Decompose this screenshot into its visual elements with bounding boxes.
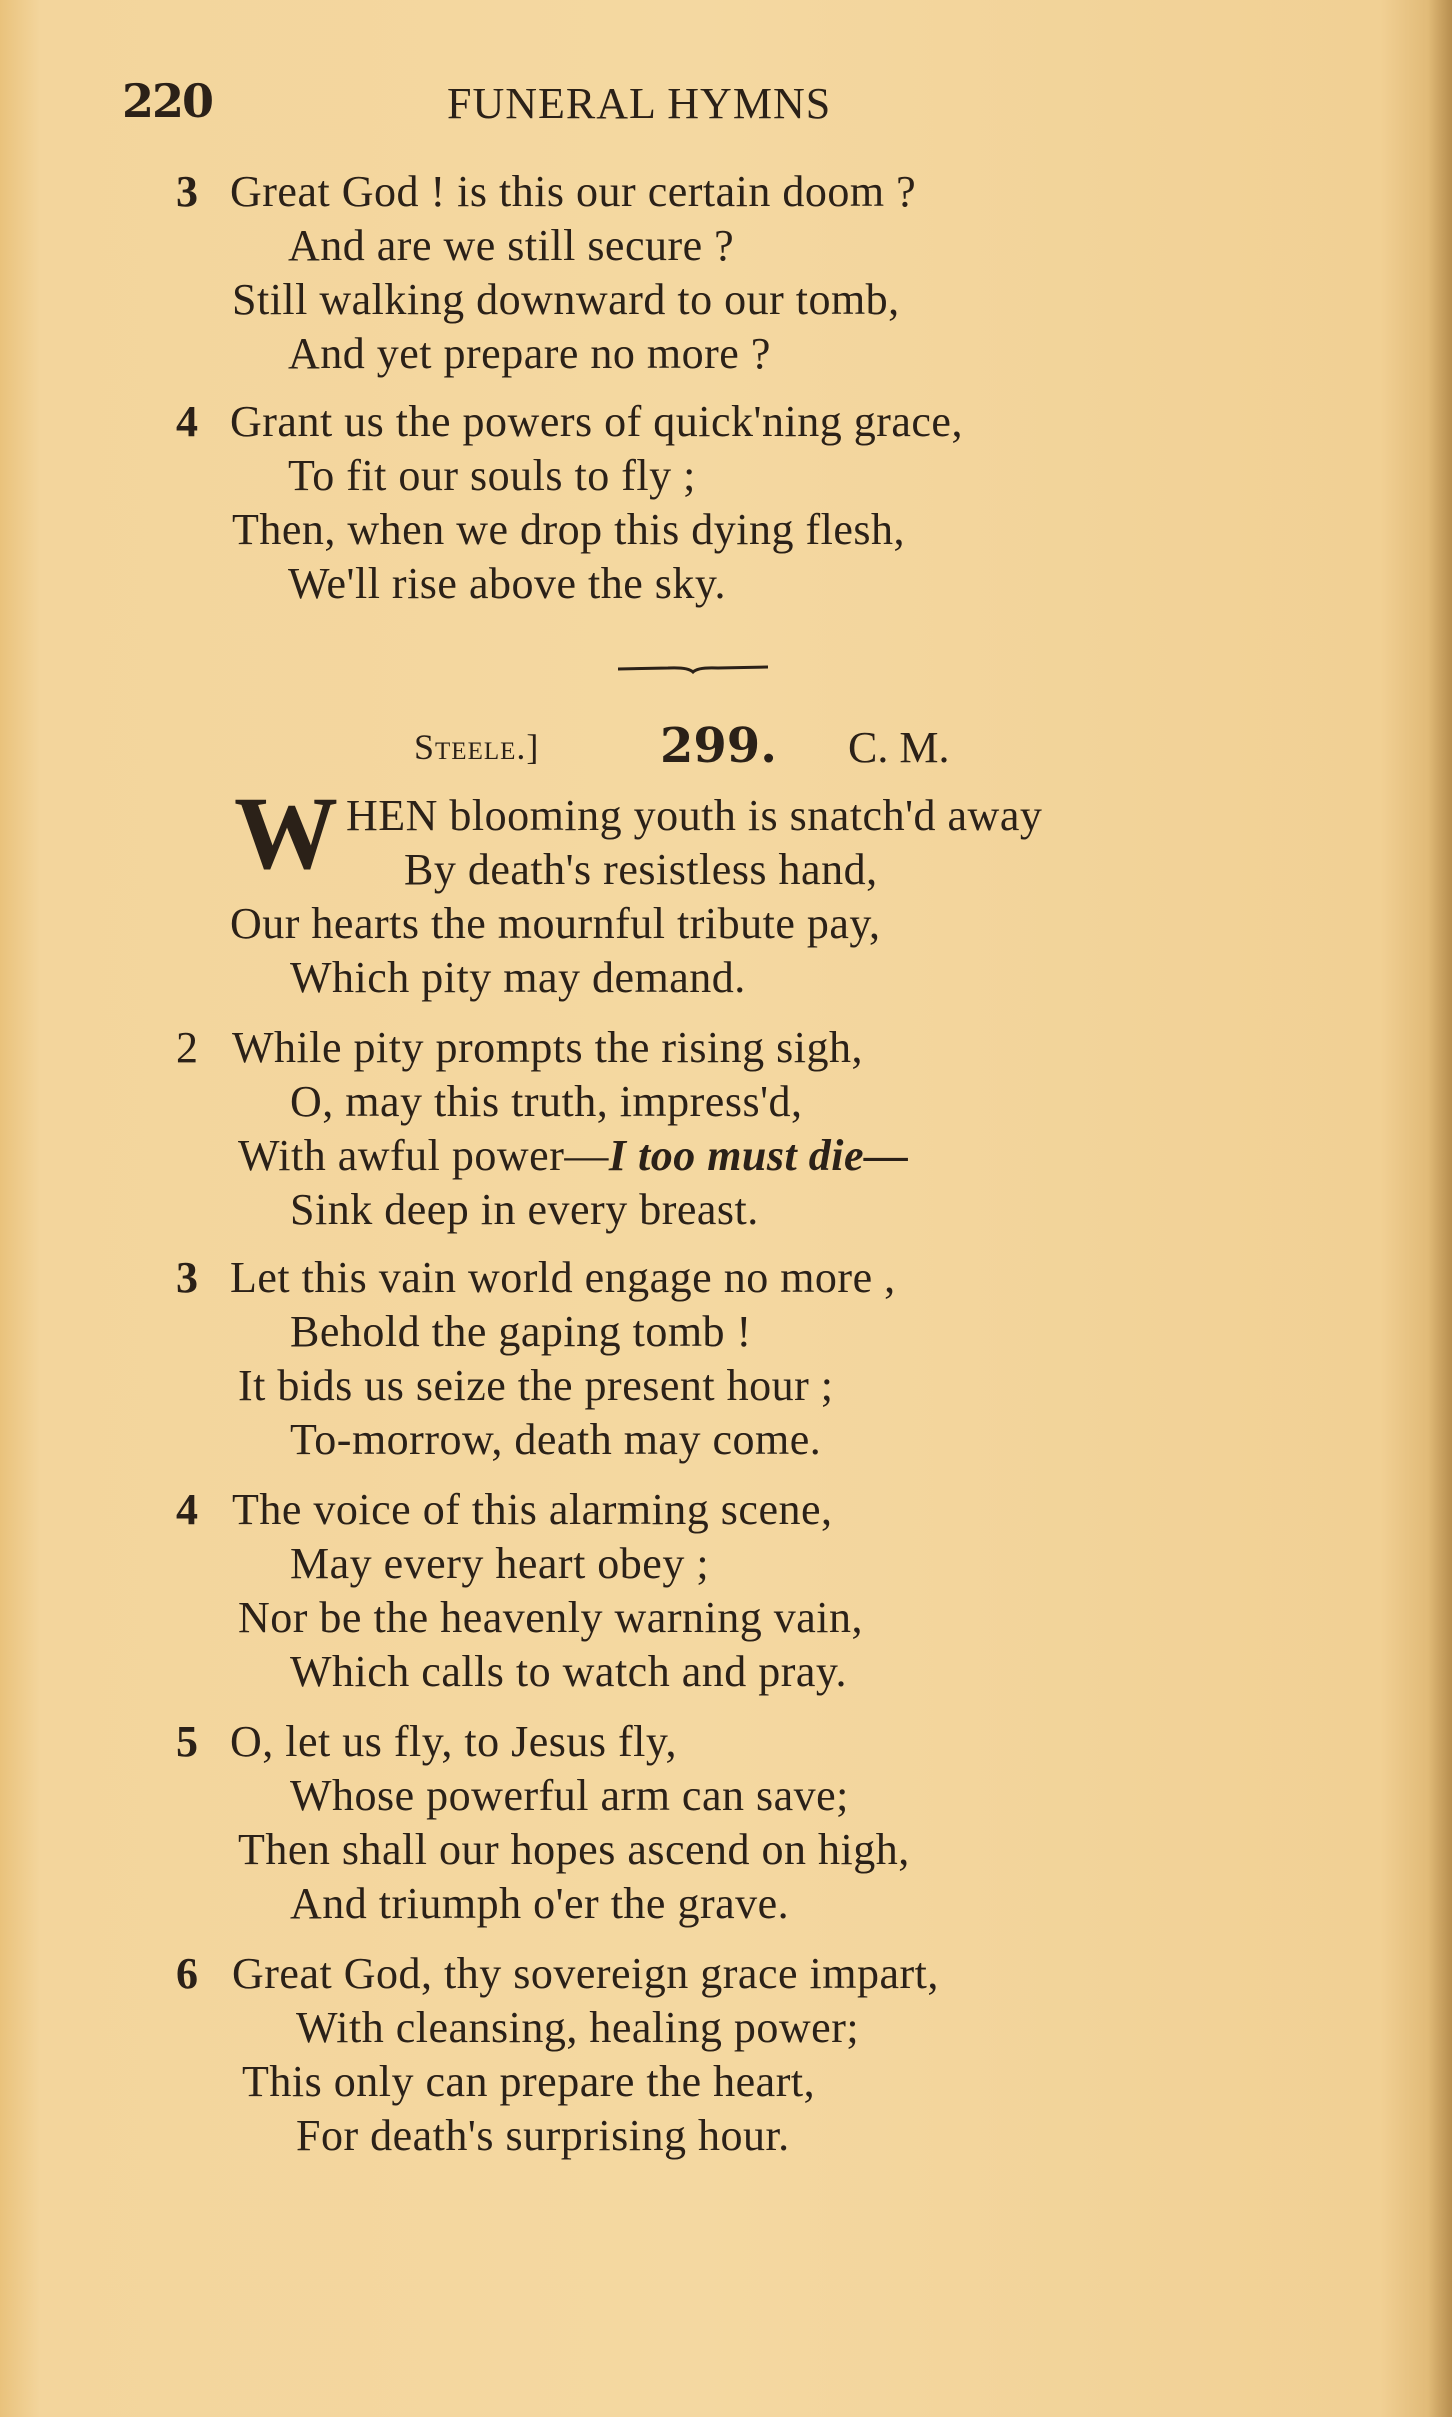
stanza-line: May every heart obey ;	[290, 1539, 710, 1588]
hymn-number: 299.	[660, 718, 777, 774]
stanza-line: O, let us fly, to Jesus fly,	[230, 1717, 678, 1766]
page-header	[122, 74, 1342, 144]
stanza-line: The voice of this alarming scene,	[232, 1485, 833, 1534]
page-number: 220	[122, 74, 213, 128]
stanza-line: For death's surprising hour.	[296, 2111, 790, 2160]
stanza-line: HEN blooming youth is snatch'd away	[346, 791, 1043, 840]
stanza-line: Whose powerful arm can save;	[290, 1771, 849, 1820]
stanza-line-text: With awful power—	[238, 1131, 609, 1180]
stanza-line: It bids us seize the present hour ;	[238, 1361, 834, 1410]
stanza-number: 5	[176, 1717, 198, 1766]
stanza-line: And yet prepare no more ?	[288, 329, 771, 378]
stanza-line: Sink deep in every breast.	[290, 1185, 759, 1234]
stanza-number: 4	[176, 397, 198, 446]
stanza-number: 3	[176, 1253, 198, 1302]
stanza-line-with-italic	[238, 1130, 909, 1181]
stanza-number: 6	[176, 1949, 198, 1998]
stanza-line: Which pity may demand.	[290, 953, 746, 1002]
stanza-line: And are we still secure ?	[288, 221, 735, 270]
stanza-line: We'll rise above the sky.	[288, 559, 727, 608]
stanza-line: To fit our souls to fly ;	[288, 451, 696, 500]
stanza-line: This only can prepare the heart,	[242, 2057, 816, 2106]
page-edge-shadow	[1428, 0, 1452, 2417]
stanza-number: 4	[176, 1485, 198, 1534]
running-title: FUNERAL HYMNS	[447, 79, 832, 128]
stanza-line: Which calls to watch and pray.	[290, 1647, 848, 1696]
italic-phrase: I too must die—	[608, 1131, 909, 1180]
stanza-line: Behold the gaping tomb !	[290, 1307, 752, 1356]
stanza-line: Still walking downward to our tomb,	[232, 275, 900, 324]
stanza-line: And triumph o'er the grave.	[290, 1879, 790, 1928]
stanza-line: Grant us the powers of quick'ning grace,	[230, 397, 963, 446]
stanza-number: 2	[176, 1023, 198, 1072]
stanza-line: Nor be the heavenly warning vain,	[238, 1593, 863, 1642]
stanza-line: Then, when we drop this dying flesh,	[232, 505, 905, 554]
stanza-number: 3	[176, 167, 198, 216]
hymn-author: Steele.]	[414, 727, 540, 767]
hymn-meter: C. M.	[848, 723, 950, 772]
ornamental-divider	[618, 662, 768, 676]
stanza-line: O, may this truth, impress'd,	[290, 1077, 803, 1126]
stanza-line: Great God, thy sovereign grace impart,	[232, 1949, 939, 1998]
stanza-line: Let this vain world engage no more ,	[230, 1253, 896, 1302]
stanza-line: With cleansing, healing power;	[296, 2003, 860, 2052]
stanza-line: Great God ! is this our certain doom ?	[230, 167, 917, 216]
stanza-line: Our hearts the mournful tribute pay,	[230, 899, 881, 948]
drop-cap: W	[234, 776, 338, 891]
stanza-line: While pity prompts the rising sigh,	[232, 1023, 864, 1072]
stanza-line: By death's resistless hand,	[404, 845, 878, 894]
stanza-line: To-morrow, death may come.	[290, 1415, 822, 1464]
stanza-line: Then shall our hopes ascend on high,	[238, 1825, 910, 1874]
